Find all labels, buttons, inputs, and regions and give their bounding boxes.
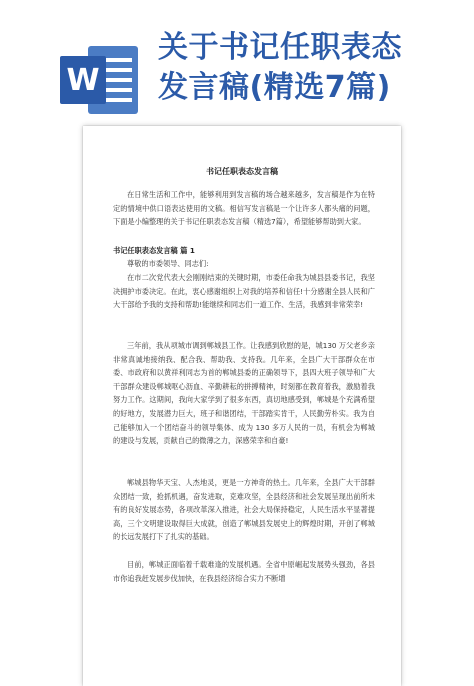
paragraph-2: 三年前，我从项城市调到郸城县工作。让我感到欣慰的是，城130 万父老乡亲非常真诚地接纳我、配合我、帮助我、支持我。几年来，全县广大干部群众在市委、市政府和以黄祥利同志为首的郸城县委的正确领导下，县四大班子领导和广大干部群众建设郸城呕心沥血、辛勤耕耘的拼搏精神，时刻都在教育着我，激励着我努力工作。这期间，我向大家学到了很多东西，真切地感受到，郸城是个充满希望的好地方，发展潜力巨大，班子和谐团结，干部踏实肯干，人民勤劳朴实。我为自己能够加入一个团结奋斗的领导集体、成为 130 多万人民的一员，有机会为郸城的建设与发展，贡献自己的微薄之力，深感荣幸和自豪! <box>113 341 375 446</box>
intro-paragraph: 在日常生活和工作中，能够利用到发言稿的场合越来越多，发言稿是作为在特定的情境中供口语表达使用的文稿。相信写发言稿是一个让许多人都头痛的问题，下面是小编整理的关于书记任职表态发言稿（精选7篇），希望能够帮助到大家。 <box>113 190 375 227</box>
document-title: 书记任职表态发言稿 <box>206 167 278 176</box>
paragraph-1: 在市二次党代表大会刚刚结束的关键时期，市委任命我为城县县委书记，我坚决拥护市委决定。在此，衷心感谢组织上对我的培养和信任!十分感谢全县人民和广大干部给予我的支持和帮助!能继续和同志们一道工作、生活，我感到非常荣幸! <box>113 273 375 310</box>
paragraph-4: 目前，郸城正面临着千载难逢的发展机遇。全省中原崛起发展势头强劲，各县市你追我赶发展步伐加快，在我县经济综合实力不断增 <box>113 560 375 583</box>
header <box>0 0 474 130</box>
page-title-line1: 关于书记任职表态 <box>158 30 402 65</box>
word-logo-letter: W <box>66 63 100 98</box>
word-icon <box>58 38 142 122</box>
page-title <box>158 28 402 108</box>
page-title-line2: 发言稿(精选7篇) <box>158 70 391 105</box>
paragraph-3: 郸城县物华天宝、人杰地灵，更是一方神奇的热土。几年来，全县广大干部群众团结一致，抢抓机遇，奋发进取，克难攻坚，全县经济和社会发展呈现出前所未有的良好发展态势，各项改革深入推进，社会大局保持稳定，人民生活水平显著提高，三个文明建设取得巨大成就，创造了郸城县发展史上的辉煌时期，开创了郸城的长远发展打下了扎实的基础。 <box>113 478 375 542</box>
document-preview[interactable] <box>83 126 401 686</box>
salutation: 尊敬的市委领导、同志们: <box>127 259 209 268</box>
section-title: 书记任职表态发言稿 篇 1 <box>113 246 195 255</box>
